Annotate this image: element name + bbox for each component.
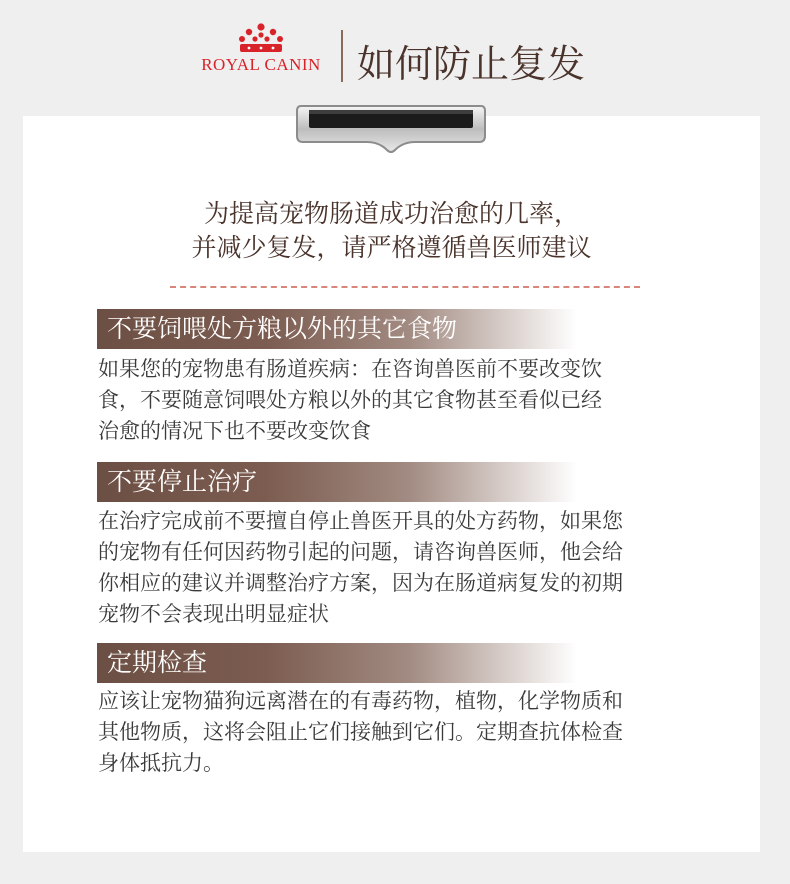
section-line: 食，不要随意饲喂处方粮以外的其它食物甚至看似已经: [98, 388, 602, 412]
section-line: 你相应的建议并调整治疗方案，因为在肠道病复发的初期: [98, 571, 623, 595]
section-line: 应该让宠物猫狗远离潜在的有毒药物，植物，化学物质和: [98, 689, 623, 713]
section-title-diet: 不要饲喂处方粮以外的其它食物: [97, 309, 577, 349]
section-line: 宠物不会表现出明显症状: [98, 602, 329, 626]
section-text-diet: [98, 354, 718, 447]
intro-text: [23, 197, 760, 265]
header-divider: [341, 30, 343, 82]
content-card: [23, 116, 760, 852]
page-header: [0, 0, 790, 110]
crown-icon: [234, 22, 288, 54]
section-line: 身体抵抗力。: [98, 751, 224, 775]
section-line: 如果您的宠物患有肠道疾病：在咨询兽医前不要改变饮: [98, 357, 602, 381]
section-text-treatment: [98, 506, 718, 630]
intro-line: 为提高宠物肠道成功治愈的几率，: [203, 199, 579, 228]
section-title-treatment: 不要停止治疗: [97, 462, 577, 502]
section-title-checkup: 定期检查: [97, 643, 577, 683]
section-text-checkup: [98, 686, 718, 779]
dashed-divider: [170, 286, 640, 288]
section-line: 的宠物有任何因药物引起的问题，请咨询兽医师，他会给: [98, 540, 623, 564]
section-line: 治愈的情况下也不要改变饮食: [98, 419, 371, 443]
brand-logo: [190, 22, 332, 82]
intro-line: 并减少复发，请严格遵循兽医师建议: [191, 233, 592, 262]
section-line: 其他物质，这将会阻止它们接触到它们。定期查抗体检查: [98, 720, 623, 744]
hanger-icon: [295, 102, 487, 160]
section-line: 在治疗完成前不要擅自停止兽医开具的处方药物，如果您: [98, 509, 623, 533]
brand-logo-text: ROYAL CANIN: [201, 55, 321, 74]
page-title: 如何防止复发: [357, 42, 586, 86]
